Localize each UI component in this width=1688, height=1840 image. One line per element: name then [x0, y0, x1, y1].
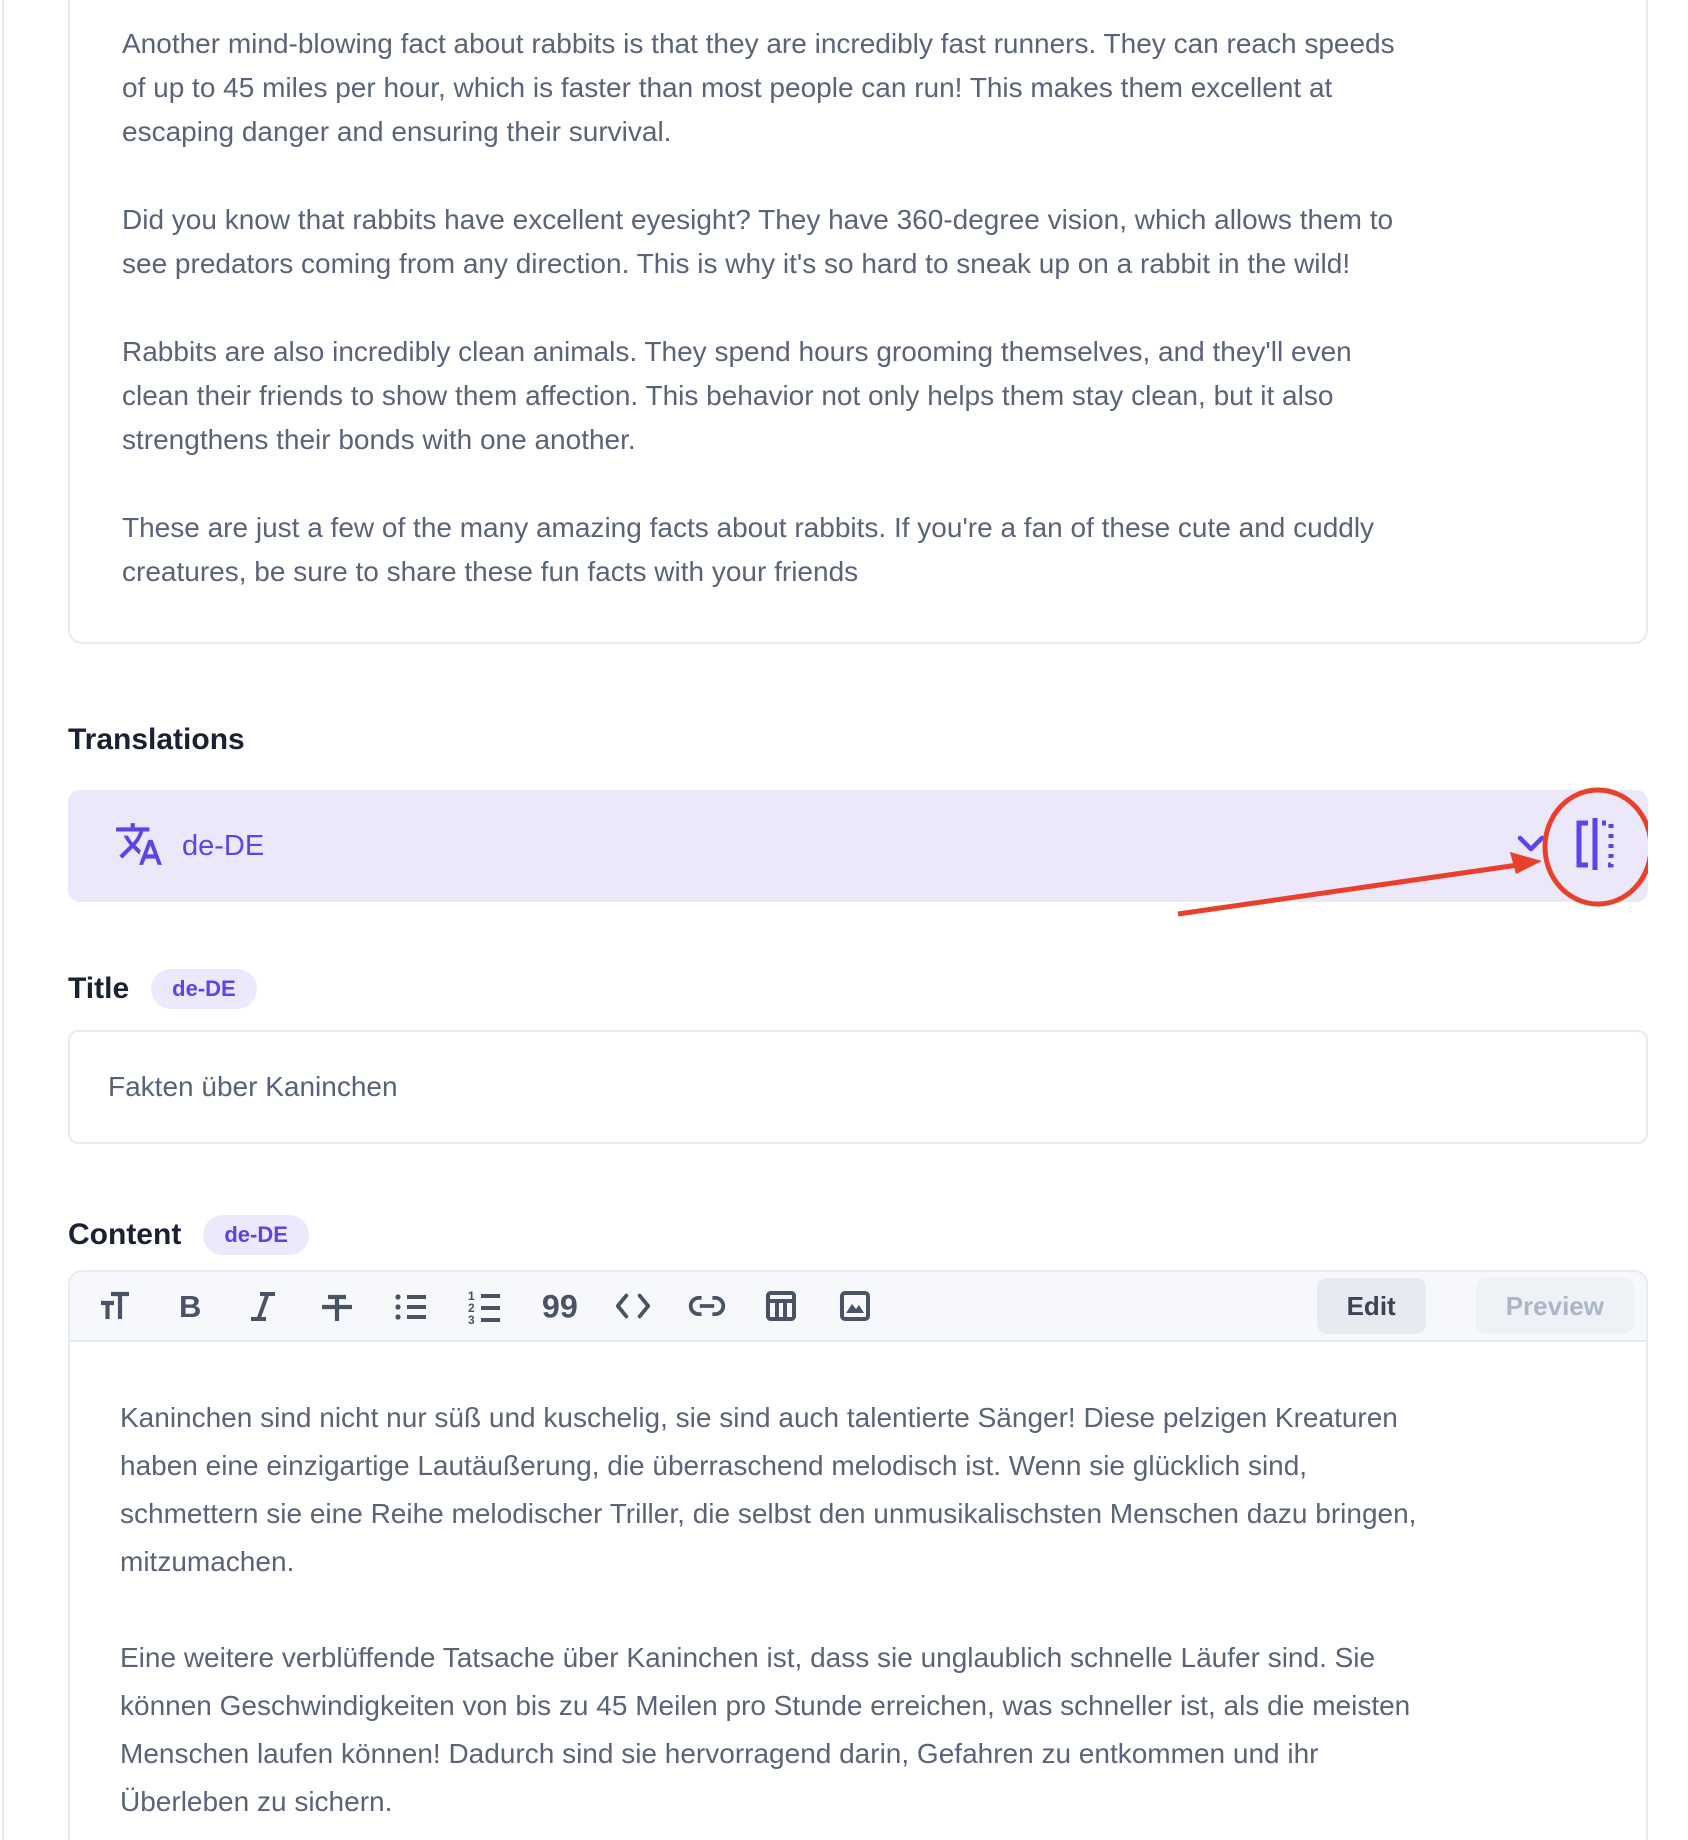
preview-button[interactable]: Preview [1476, 1278, 1634, 1334]
ordered-list-icon[interactable] [466, 1287, 504, 1325]
source-paragraph: Did you know that rabbits have excellent eyesight? They have 360-degree vision, which allows them to see predators coming from any direction. This is why it's so hard to sneak up on a rabbit in the wild! [122, 204, 1394, 279]
editor-paragraph: Kaninchen sind nicht nur süß und kuschelig, sie sind auch talentierte Sänger! Diese pelzigen Kreaturen haben eine einzigartige Lautäußerung, die überraschend melodisch ist. Wenn sie glücklich sind, schmettern sie eine Reihe melodischer Triller, die selbst den unmusikalischsten Menschen dazu bringen, mitzumachen. [120, 1402, 1417, 1577]
locale-label: de-DE [182, 829, 265, 862]
text-size-icon[interactable] [96, 1287, 134, 1325]
content-field-label: Content [68, 1218, 182, 1251]
svg-text:99: 99 [541, 1288, 578, 1324]
link-icon[interactable] [688, 1287, 726, 1325]
content-locale-badge: de-DE [203, 1215, 309, 1255]
svg-text:3: 3 [468, 1313, 475, 1325]
rich-text-editor [68, 1270, 1648, 1840]
bold-icon[interactable] [170, 1287, 208, 1325]
svg-text:2: 2 [468, 1301, 475, 1315]
translations-heading: Translations [68, 723, 245, 756]
title-input-value: Fakten über Kaninchen [108, 1071, 398, 1102]
bullet-list-icon[interactable] [392, 1287, 430, 1325]
title-field-label: Title [68, 972, 130, 1005]
editor-toolbar [70, 1272, 1646, 1342]
svg-text:1: 1 [468, 1289, 475, 1303]
split-view-icon[interactable] [1572, 816, 1618, 877]
left-panel-divider [2, 0, 4, 1840]
blockquote-icon[interactable] [540, 1287, 578, 1325]
svg-text:B: B [179, 1289, 202, 1324]
annotation-circle-arrow [68, 768, 1648, 924]
title-locale-badge: de-DE [151, 969, 257, 1009]
code-icon[interactable] [614, 1287, 652, 1325]
source-paragraph: Rabbits are also incredibly clean animals. They spend hours grooming themselves, and they'll even clean their friends to show them affection. This behavior not only helps them stay clean, but it also strengthens their bonds with one another. [122, 336, 1352, 455]
editor-paragraph: Eine weitere verblüffende Tatsache über Kaninchen ist, dass sie unglaublich schnelle Läufer sind. Sie können Geschwindigkeiten von bis zu 45 Meilen pro Stunde erreichen, was schneller ist, als die meisten Menschen laufen können! Dadurch sind sie hervorragend darin, Gefahren zu entkommen und ihr Überleben zu sichern. [120, 1642, 1411, 1817]
translate-icon [114, 819, 164, 874]
translations-locale-bar[interactable] [68, 790, 1648, 902]
title-input[interactable] [68, 1030, 1648, 1144]
table-icon[interactable] [762, 1287, 800, 1325]
edit-button[interactable]: Edit [1317, 1278, 1426, 1334]
source-paragraph: These are just a few of the many amazing facts about rabbits. If you're a fan of these cute and cuddly creatures, be sure to share these fun facts with your friends [122, 512, 1375, 587]
strikethrough-icon[interactable] [318, 1287, 356, 1325]
chevron-down-icon[interactable] [1516, 834, 1546, 859]
italic-icon[interactable] [244, 1287, 282, 1325]
source-content-card[interactable] [68, 0, 1648, 644]
source-paragraph: Another mind-blowing fact about rabbits is that they are incredibly fast runners. They can reach speeds of up to 45 miles per hour, which is faster than most people can run! This makes them excellent at escaping danger and ensuring their survival. [122, 28, 1395, 147]
editor-content-area[interactable] [70, 1342, 1646, 1840]
image-icon[interactable] [836, 1287, 874, 1325]
